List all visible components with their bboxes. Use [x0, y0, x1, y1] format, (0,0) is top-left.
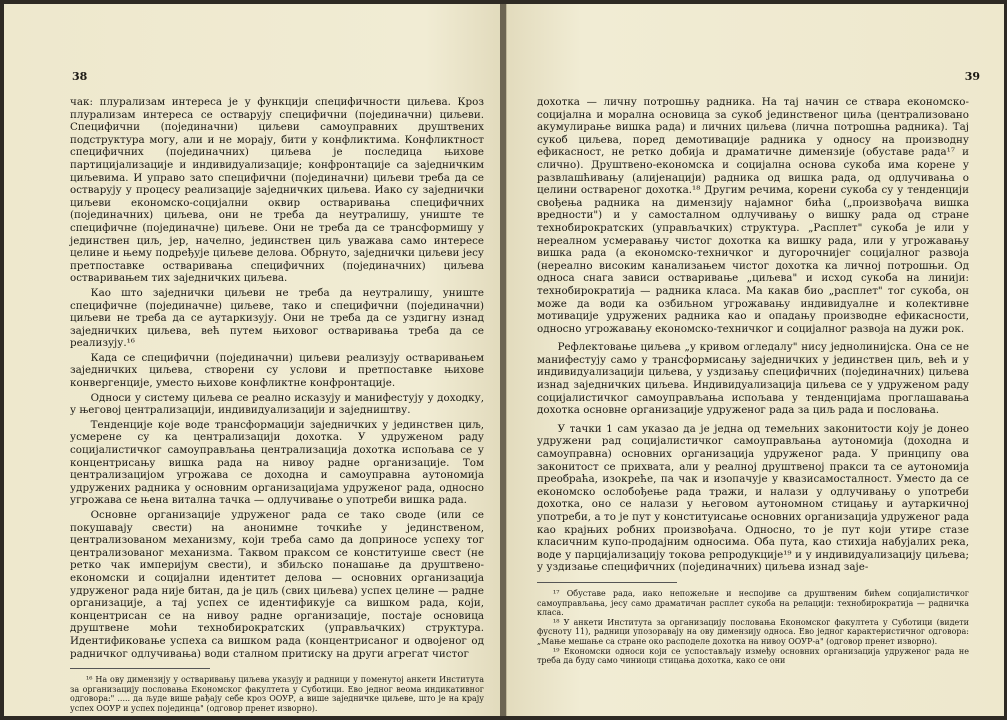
paragraph: У тачки 1 сам указао да је једна од темељних законитости коју је донео удружени рад социјалистичког самоуправљања аутономија (доходна и самоуправна) основних организација удруженог рада. У принципу ова законитост се прихвата, али у реалној друштвеној пракси та се аутономија преобраћа, изокреће, па чак и изопачује у квазисамосталност. Уместо да се економско ослобођење рада тражи, и налази у одлучивању о употреби дохотка, оно се налази у његовом аутономном стицању и аутаркичној употреби, а то је пут у конституисање основних организација удруженог рада као крајњих робних произвођача. Односно, то је пут који утире стазе класичним купо-продајним односима. Оба пута, као стихија набујалих река, воде у парцијализацију токова репродукције¹⁹ и у индивидуализацију циљева; у уздизање специфичних (појединачних) циљева изнад заје-: [537, 422, 969, 574]
footnote: ¹⁶ На ову димензију у остваривању циљева указују и радници у поменутој анкети Института за организацију пословања Економског факултета у Суботици. Ево једног веома индикативног одговора:" ..... да људе више рађају себе кроз ООУР, а више заједничке циљеве, што је на крају успех ООУР и успех појединца" (одговор пренет изворно).: [70, 675, 484, 713]
footnote-divider: [537, 582, 677, 583]
left-page: [4, 4, 501, 716]
paragraph: Као што заједнички циљеви не треба да неутралишу, униште специфичне (појединачне) циљеве, тако и специфични (појединачни) циљеви не треба да се аутаркизују. Они не треба да се уздигну изнад заједничких циљева, већ путем њиховог остваривања треба да се реализују.¹⁶: [70, 286, 484, 350]
page-number: 38: [72, 70, 88, 83]
text-column: [70, 96, 484, 714]
paragraph: Односи у систему циљева се реално исказују и манифестују у доходку, у његовој централизацији, индивидуализацији и заједништву.: [70, 391, 484, 417]
paragraph: Када се специфични (појединачни) циљеви реализују остваривањем заједничких циљева, створени су услови и претпоставке њихове конвергенције, уместо њихове конфликтне конфронтације.: [70, 351, 484, 390]
paragraph: Тенденције које воде трансформацији заједничких у јединствен циљ, усмерене су ка централизацији дохотка. У удруженом раду социјалистичког самоуправљања централизација дохотка испољава се у концентрисању вишка рада на нивоу радне организације. Том централизацијом угрожава се доходна и самоуправна аутономија удружених радника у основним организацијама удруженог рада, односно угрожава се њена витална тачка — одлучивање о употреби вишка рада.: [70, 418, 484, 507]
footnote: ¹⁸ У анкети Института за организацију пословања Економског факултета у Суботици (видети фусноту 11), радници упозоравају на ову димензију односа. Ево једног карактеристичног одговора: „Мање мешање са стране око расподеле дохотка на нивоу ООУР-а" (одговор пренет изворно).: [537, 617, 969, 646]
footnote: ¹⁹ Економски односи који се успостављају између основних организација удруженог рада не треба да буду само чиниоци стицања дохотка, како се они: [537, 646, 969, 666]
paragraph: Рефлектовање циљева „у кривом огледалу" нису једнолинијска. Она се не манифестују само у трансформисању заједничких у јединствен циљ, већ и у индивидуализацији циљева, у уздизању специфичних (појединачних) циљева изнад заједничких циљева. Индивидуализација циљева се у удруженом раду социјалистичког самоуправљања испољава у тенденцијама проглашавања дохотка основне организације удруженог рада за циљ рада и пословања.: [537, 341, 969, 417]
text-column: [537, 96, 969, 666]
paragraph: чак: плурализам интереса је у функцији специфичности циљева. Кроз плурализам интереса се остварују специфични (појединачни) циљеви. Специфични (појединачни) циљеви самоуправних друштвених подструктура могу, али и не морају, бити у конфликтима. Конфликтност специфичних (појединачних) циљева је последица њихове партицијализације и индивидуализације; конфронтације са заједничким циљевима. И управо зато специфични (појединачни) циљеви треба да се остварују у процесу реализације заједничких циљева. Иако су заједнички циљеви економско-социјални оквир остваривања специфичних (појединачних) циљева, они не треба да неутралишу, униште те специфичне (појединачне) циљеве. Они не треба да се трансформишу у јединствен циљ, јер, начелно, јединствен циљ уважава само интересе целине и њему подређује циљеве делова. Обрнуто, заједнички циљеви јесу претпоставке остваривања специфичних (појединачних) циљева остваривањем тих заједничких циљева.: [70, 96, 484, 285]
paragraph: дохотка — личну потрошњу радника. На тај начин се ствара економско-социјална и морална основица за сукоб јединственог циља (централизовано акумулирање вишка рада) и личних циљева (лична потрошња радника). Тај сукоб циљева, поред демотивације радника у односу на производну ефикасност, не ретко добија и драматичне димензије (обуставе рада¹⁷ и слично). Друштвено-економска и социјална основа сукоба има корене у развлашћивању (алијенацији) радника од вишка рада, од одлучивања о целини оствареног дохотка.¹⁸ Другим речима, корени сукоба су у тенденцији свођења радника на димензију најамног бића („произвођача вишка вредности") и у самосталном одлучивању о вишку рада од стране технобирократских (управљачких) структура. „Расплет" сукоба је или у нереалном усмеравању чистог дохотка ка вишку рада, или у угрожавању вишка рада (а економско-техничког и дугорочнијег социјалног развоја (нереално високим канализањем чистог дохотка ка личној потрошњи. Од односа снага зависи остваривање „циљева" и исход сукоба на линији: технобирократија — радника класа. Ма какав био „расплет" тог сукоба, он може да води ка озбиљном угрожавању индивидуалне и колективне мотивације удружених радника као и опадању производне ефикасности, односно угрожавању економско-техничког и социјалног развоја на дужи рок.: [537, 96, 969, 335]
page-number: 39: [964, 70, 980, 83]
footnote: ¹⁷ Обуставе рада, иако непожељне и неспојиве са друштвеним бићем социјалистичког самоуправљања, јесу само драматичан расплет сукоба на релацији: технобирократија — радничка класа.: [537, 588, 969, 618]
right-page: [506, 4, 1004, 716]
footnote-divider: [70, 668, 210, 669]
paragraph: Основне организације удруженог рада се тако своде (или се покушавају свести) на анонимне точкиће у јединственом, централизованом механизму, који треба само да доприносе успеху тог централизованог механизма. Таквом праксом се конституише свест (не ретко чак империјум свести), и збиљско понашање да друштвено-економски и социјални идентитет делова — основних организација удруженог рада није битан, да је циљ (свих циљева) успех целине — радне организације, а тај успех се идентификује са вишком рада, који, концентрисан се на нивоу радне организације, постаје основица друштвене моћи технобирократских (управљачких) структура. Идентификовање успеха са вишком рада (концентрисаног и одвојеног од радничког одлучивања) води сталном притиску на други агрегат чистог: [70, 509, 484, 660]
